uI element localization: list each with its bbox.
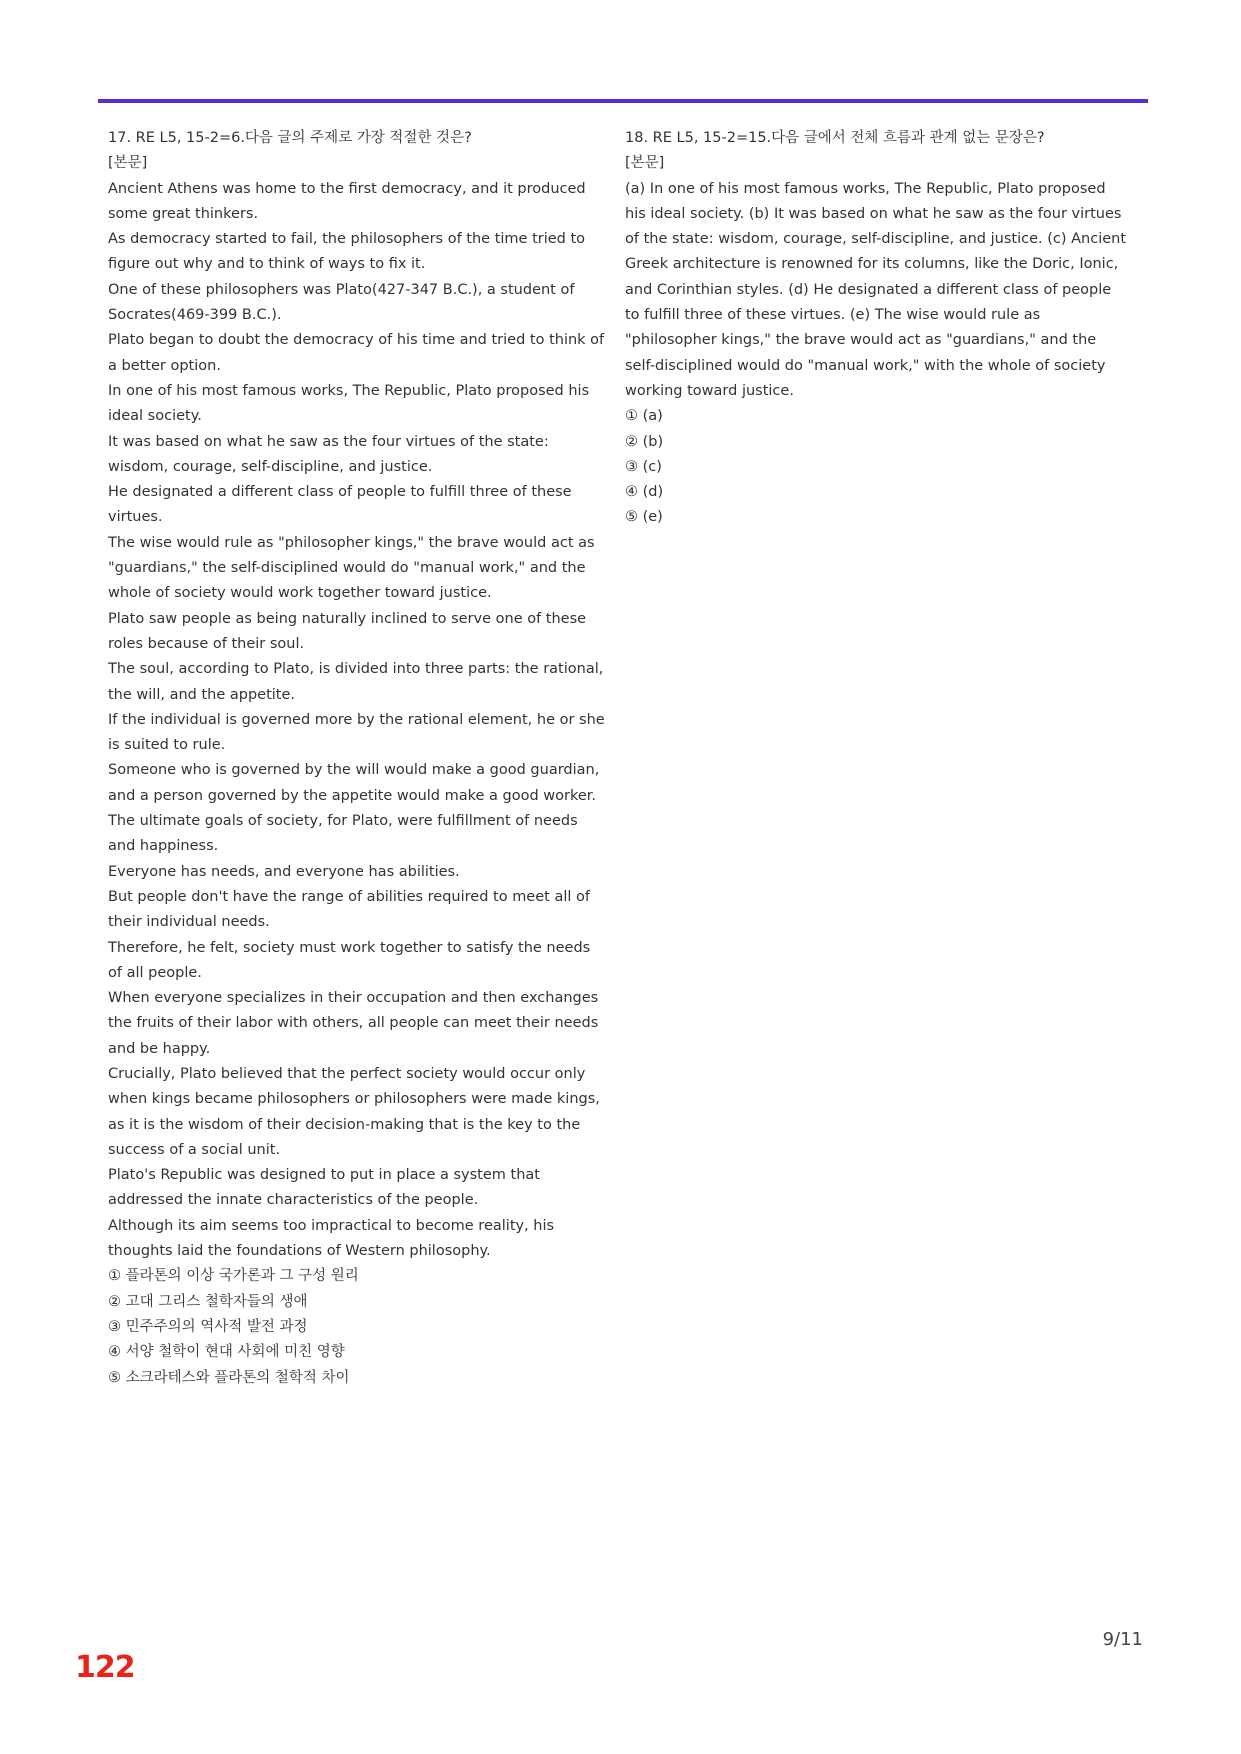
question-18: [625, 126, 1130, 531]
passage-sentence: The wise would rule as "philosopher kings," the brave would act as "guardians," the self-disciplined would do "manual work," and the whole of society would work together toward justice.: [108, 534, 595, 602]
passage-sentence: If the individual is governed more by the rational element, he or she is suited to rule.: [108, 711, 605, 754]
passage-sentence: The ultimate goals of society, for Plato, were fulfillment of needs and happiness.: [108, 813, 578, 855]
passage-sentence: Ancient Athens was home to the first democracy, and it produced some great thinkers.: [108, 180, 586, 222]
question-17-tag: [본문]: [108, 155, 148, 172]
passage-sentence: Plato began to doubt the democracy of his time and tried to think of a better option.: [108, 332, 605, 374]
passage-sentence: Plato saw people as being naturally inclined to serve one of these roles because of their soul.: [108, 610, 587, 652]
passage-sentence: Therefore, he felt, society must work together to satisfy the needs of all people.: [108, 939, 591, 981]
passage-sentence: He designated a different class of people to fulfill three of these virtues.: [108, 484, 572, 526]
answer-option-2[interactable]: ② (b): [625, 433, 664, 450]
answer-option-3[interactable]: ③ (c): [625, 458, 662, 475]
passage-sentence: The soul, according to Plato, is divided into three parts: the rational, the will, and the appetite.: [108, 661, 604, 703]
book-page-number: 122: [75, 1650, 135, 1685]
passage-sentence: Although its aim seems too impractical to become reality, his thoughts laid the foundations of Western philosophy.: [108, 1217, 555, 1260]
header-rule: [98, 99, 1148, 103]
answer-option-1[interactable]: ① 플라톤의 이상 국가론과 그 구성 원리: [108, 1268, 359, 1285]
passage-sentence: As democracy started to fail, the philosophers of the time tried to figure out why and to think of ways to fix it.: [108, 231, 586, 273]
question-18-tag: [본문]: [625, 155, 665, 172]
answer-option-4[interactable]: ④ 서양 철학이 현대 사회에 미친 영향: [108, 1344, 345, 1361]
question-17-title: 17. RE L5, 15-2=6.다음 글의 주제로 가장 적절한 것은?: [108, 130, 472, 146]
passage-sentence: Crucially, Plato believed that the perfect society would occur only when kings became philosophers or philosophers were made kings, as it is the wisdom of their decision-making that is the key to the success of a social unit.: [108, 1065, 600, 1158]
passage-sentence: It was based on what he saw as the four virtues of the state: wisdom, courage, self-discipline, and justice.: [108, 433, 549, 475]
question-18-title: 18. RE L5, 15-2=15.다음 글에서 전체 흐름과 관계 없는 문장은?: [625, 130, 1045, 146]
question-17: [108, 126, 608, 1391]
page-indicator: 9/11: [1102, 1629, 1143, 1650]
answer-option-1[interactable]: ① (a): [625, 408, 663, 425]
answer-option-5[interactable]: ⑤ (e): [625, 509, 663, 526]
passage-sentence: When everyone specializes in their occupation and then exchanges the fruits of their labor with others, all people can meet their needs and be happy.: [108, 990, 599, 1057]
passage-sentence: But people don't have the range of abilities required to meet all of their individual needs.: [108, 888, 590, 931]
passage-sentence: Everyone has needs, and everyone has abilities.: [108, 863, 460, 880]
passage-sentence: Someone who is governed by the will would make a good guardian, and a person governed by the appetite would make a good worker.: [108, 762, 600, 804]
question-18-passage: (a) In one of his most famous works, The Republic, Plato proposed his ideal society. (b) It was based on what he saw as the four virtues of the state: wisdom, courage, self-discipline, and justice. (c) Ancient Greek architecture is renowned for its columns, like the Doric, Ionic, and Corinthian styles. (d) He designated a different class of people to fulfill three of these virtues. (e) The wise would rule as "philosopher kings," the brave would act as "guardians," and the self-disciplined would do "manual work," with the whole of society working toward justice.: [625, 180, 1127, 399]
answer-option-5[interactable]: ⑤ 소크라테스와 플라톤의 철학적 차이: [108, 1369, 350, 1386]
passage-sentence: One of these philosophers was Plato(427-347 B.C.), a student of Socrates(469-399 B.C.).: [108, 281, 575, 324]
answer-option-4[interactable]: ④ (d): [625, 484, 664, 501]
passage-sentence: In one of his most famous works, The Republic, Plato proposed his ideal society.: [108, 382, 590, 425]
answer-option-2[interactable]: ② 고대 그리스 철학자들의 생애: [108, 1293, 308, 1310]
answer-option-3[interactable]: ③ 민주주의의 역사적 발전 과정: [108, 1318, 308, 1335]
passage-sentence: Plato's Republic was designed to put in place a system that addressed the innate characteristics of the people.: [108, 1167, 540, 1209]
